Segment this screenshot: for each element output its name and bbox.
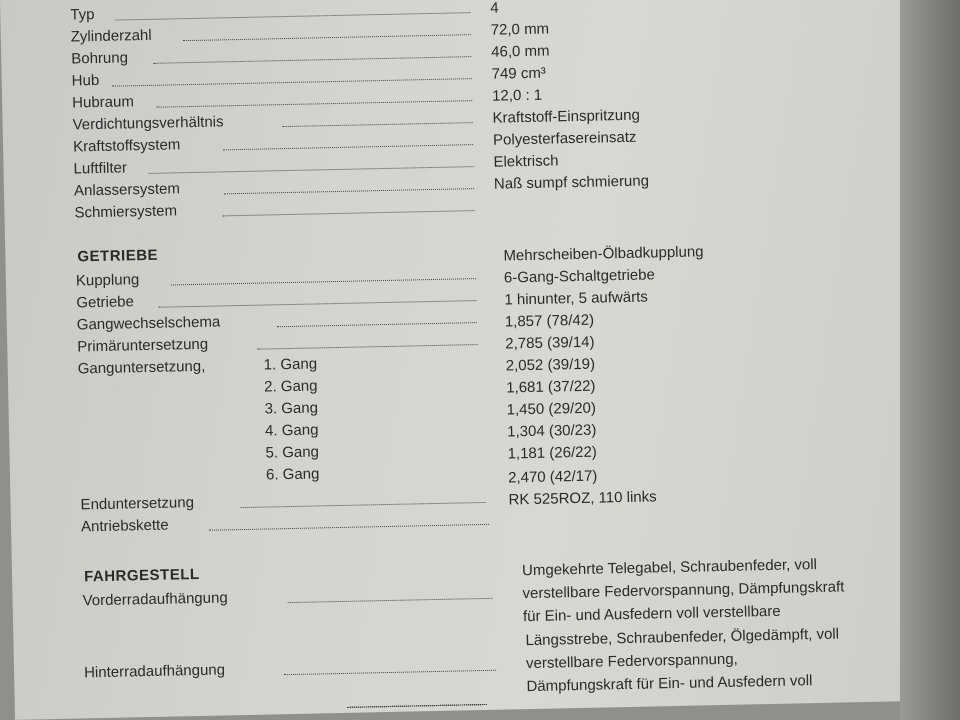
value-line: verstellbare Federvorspannung, Dämpfungskraft bbox=[522, 578, 845, 603]
gear-value: 2,052 (39/19) bbox=[505, 355, 596, 375]
spec-value: 72,0 mm bbox=[490, 20, 550, 39]
spec-label: Zylinderzahl bbox=[70, 26, 152, 46]
gear-label: 3. Gang bbox=[264, 399, 319, 418]
spec-label: Hub bbox=[71, 71, 100, 90]
spec-label: Kraftstoffsystem bbox=[72, 136, 181, 156]
spec-value: 1 hinunter, 5 aufwärts bbox=[504, 288, 648, 309]
gear-label: 1. Gang bbox=[263, 355, 318, 374]
spec-label: Primäruntersetzung bbox=[77, 335, 209, 356]
spec-value: 1,857 (78/42) bbox=[504, 311, 595, 331]
page-edge-shadow bbox=[900, 0, 960, 720]
spec-label: Anlassersystem bbox=[73, 180, 181, 200]
spec-label: Enduntersetzung bbox=[80, 494, 195, 514]
spec-label: Verdichtungsverhältnis bbox=[72, 113, 224, 134]
leader-dots bbox=[241, 502, 486, 508]
gear-value: 1,450 (29/20) bbox=[506, 399, 597, 419]
spec-value: 46,0 mm bbox=[491, 42, 550, 61]
gear-label: 2. Gang bbox=[263, 377, 318, 396]
spec-label: Gangwechselschema bbox=[76, 313, 221, 334]
gear-label: 6. Gang bbox=[265, 465, 320, 484]
spec-value: 2,470 (42/17) bbox=[507, 467, 598, 487]
spec-label: Hinterradaufhängung bbox=[83, 661, 226, 682]
leader-dots bbox=[283, 122, 473, 127]
gear-value: 1,681 (37/22) bbox=[506, 377, 596, 397]
leader-dots bbox=[223, 210, 475, 216]
spec-value: Kraftstoff-Einspritzung bbox=[492, 106, 641, 127]
leader-dots bbox=[223, 144, 473, 150]
value-line: verstellbare Federvorspannung, bbox=[525, 650, 738, 673]
value-line: Dämpfungskraft für Ein- und Ausfedern voll bbox=[526, 672, 813, 696]
spec-value: 749 cm³ bbox=[491, 64, 547, 83]
spec-value: 6-Gang-Schaltgetriebe bbox=[503, 266, 656, 287]
leader-dots bbox=[288, 598, 493, 603]
spec-row-gang-label bbox=[78, 354, 278, 380]
spec-label: Vorderradaufhängung bbox=[82, 589, 228, 610]
spec-value: RK 525ROZ, 110 links bbox=[508, 488, 657, 509]
spec-label: Hubraum bbox=[71, 93, 135, 112]
spec-value: Elektrisch bbox=[493, 152, 559, 171]
leader-dots bbox=[257, 344, 477, 350]
gear-value: 1,304 (30/23) bbox=[506, 421, 597, 441]
section-heading-getriebe: GETRIEBE bbox=[77, 246, 159, 266]
leader-dots bbox=[209, 524, 489, 531]
leader-dots bbox=[224, 188, 474, 194]
spec-label: Luftfilter bbox=[73, 159, 128, 178]
spec-label: Typ bbox=[70, 6, 95, 24]
spec-row-vorderrad bbox=[82, 580, 562, 612]
spec-label: Schmiersystem bbox=[74, 202, 178, 222]
spec-value: Naß sumpf schmierung bbox=[493, 172, 650, 193]
spec-value-hinterrad bbox=[525, 623, 840, 699]
spec-label: Bohrung bbox=[71, 49, 129, 68]
spec-label: Kupplung bbox=[75, 271, 140, 290]
value-line: Umgekehrte Telegabel, Schraubenfeder, voll bbox=[521, 556, 818, 580]
spec-label: Antriebskette bbox=[80, 516, 169, 536]
spec-value: 12,0 : 1 bbox=[491, 86, 543, 105]
spec-value: Polyesterfasereinsatz bbox=[492, 128, 637, 149]
gear-label: 5. Gang bbox=[265, 443, 320, 462]
spec-value: Mehrscheiben-Ölbadkupplung bbox=[503, 243, 704, 265]
section-heading-fahrgestell: FAHRGESTELL bbox=[83, 565, 200, 586]
value-line: für Ein- und Ausfedern voll verstellbare bbox=[522, 602, 781, 626]
spec-label: Getriebe bbox=[76, 293, 135, 312]
gear-value: 2,785 (39/14) bbox=[505, 333, 595, 353]
spec-row-hinterrad bbox=[84, 652, 564, 684]
spec-value: 4 bbox=[490, 0, 499, 17]
spec-label: Ganguntersetzung, bbox=[77, 357, 206, 378]
value-line: Längsstrebe, Schraubenfeder, Ölgedämpft, voll bbox=[525, 625, 840, 650]
leader-dots bbox=[284, 670, 496, 675]
gear-value: 1,181 (26/22) bbox=[507, 443, 598, 463]
leader-dots bbox=[277, 322, 477, 327]
spec-value-vorderrad bbox=[522, 552, 845, 628]
gear-label: 4. Gang bbox=[264, 421, 319, 440]
